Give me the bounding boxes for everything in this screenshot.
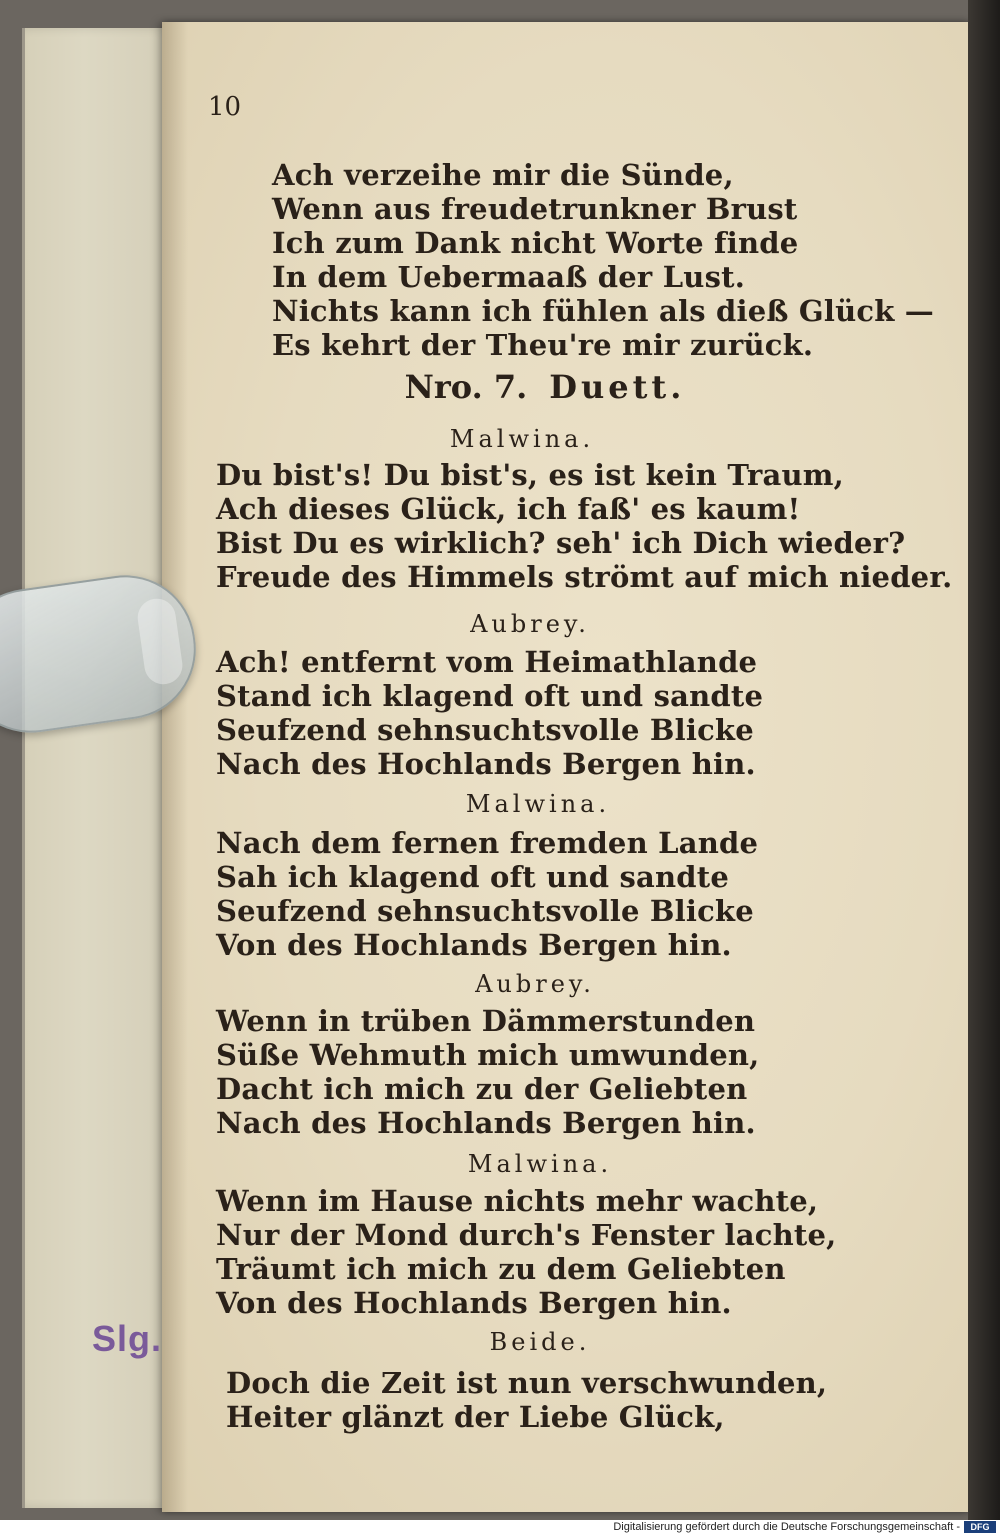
speaker-label: Malwina. — [467, 1150, 613, 1178]
page-number: 10 — [208, 92, 242, 122]
dfg-logo: DFG — [964, 1521, 996, 1533]
heading-number: Nro. 7. — [404, 368, 528, 406]
verse-line: Nach des Hochlands Bergen hin. — [216, 1106, 756, 1140]
book-edge — [968, 0, 1000, 1520]
verse-line: Doch die Zeit ist nun verschwunden, — [226, 1366, 828, 1400]
stanza-malwina-3 — [216, 1184, 836, 1320]
stanza-malwina-2 — [216, 826, 758, 962]
verse-line: Freude des Himmels strömt auf mich nieder. — [216, 560, 953, 594]
funding-credit: Digitalisierung gefördert durch die Deutsche Forschungsgemeinschaft - — [613, 1521, 960, 1533]
verse-line: Stand ich klagend oft und sandte — [216, 679, 764, 713]
verse-line: Es kehrt der Theu're mir zurück. — [272, 328, 814, 362]
verse-line: Bist Du es wirklich? seh' ich Dich wieder? — [216, 526, 906, 560]
section-heading — [405, 368, 686, 406]
verse-line: Nichts kann ich fühlen als dieß Glück — — [272, 294, 934, 328]
stanza-beide — [226, 1366, 827, 1434]
verse-line: Nur der Mond durch's Fenster lachte, — [216, 1218, 837, 1252]
verse-line: Träumt ich mich zu dem Geliebten — [216, 1252, 786, 1286]
verse-line: Seufzend sehnsuchtsvolle Blicke — [216, 894, 754, 928]
verse-line: Ach verzeihe mir die Sünde, — [272, 158, 734, 192]
verse-line: Süße Wehmuth mich umwunden, — [216, 1038, 760, 1072]
verse-line: Sah ich klagend oft und sandte — [216, 860, 730, 894]
verse-line: Wenn im Hause nichts mehr wachte, — [216, 1184, 819, 1218]
verse-line: Dacht ich mich zu der Geliebten — [216, 1072, 748, 1106]
stanza-aubrey-2 — [216, 1004, 759, 1140]
speaker-label: Aubrey. — [475, 970, 595, 998]
verse-line: Nach des Hochlands Bergen hin. — [216, 747, 756, 781]
footer-bar — [0, 1520, 1000, 1535]
library-stamp: Slg. — [92, 1318, 163, 1359]
speaker-label: Aubrey. — [470, 610, 590, 638]
verse-line: Ich zum Dank nicht Worte finde — [272, 226, 799, 260]
verse-line: Von des Hochlands Bergen hin. — [216, 1286, 732, 1320]
stanza-aubrey-1 — [216, 645, 763, 781]
verse-line: Nach dem fernen fremden Lande — [216, 826, 759, 860]
stanza-malwina-1 — [216, 458, 952, 594]
verse-line: Ach dieses Glück, ich faß' es kaum! — [216, 492, 801, 526]
heading-title: Duett. — [549, 368, 686, 406]
verse-line: Du bist's! Du bist's, es ist kein Traum, — [216, 458, 844, 492]
speaker-label: Malwina. — [449, 425, 595, 453]
speaker-label: Malwina. — [465, 790, 611, 818]
speaker-label: Beide. — [489, 1328, 591, 1356]
verse-line: Wenn in trüben Dämmerstunden — [216, 1004, 756, 1038]
verse-line: Von des Hochlands Bergen hin. — [216, 928, 732, 962]
stanza-opening — [272, 158, 934, 362]
verse-line: Seufzend sehnsuchtsvolle Blicke — [216, 713, 754, 747]
verse-line: Ach! entfernt vom Heimathlande — [216, 645, 758, 679]
verse-line: In dem Uebermaaß der Lust. — [272, 260, 745, 294]
verse-line: Heiter glänzt der Liebe Glück, — [226, 1400, 725, 1434]
verse-line: Wenn aus freudetrunkner Brust — [272, 192, 798, 226]
book-cover-board — [22, 28, 173, 1508]
